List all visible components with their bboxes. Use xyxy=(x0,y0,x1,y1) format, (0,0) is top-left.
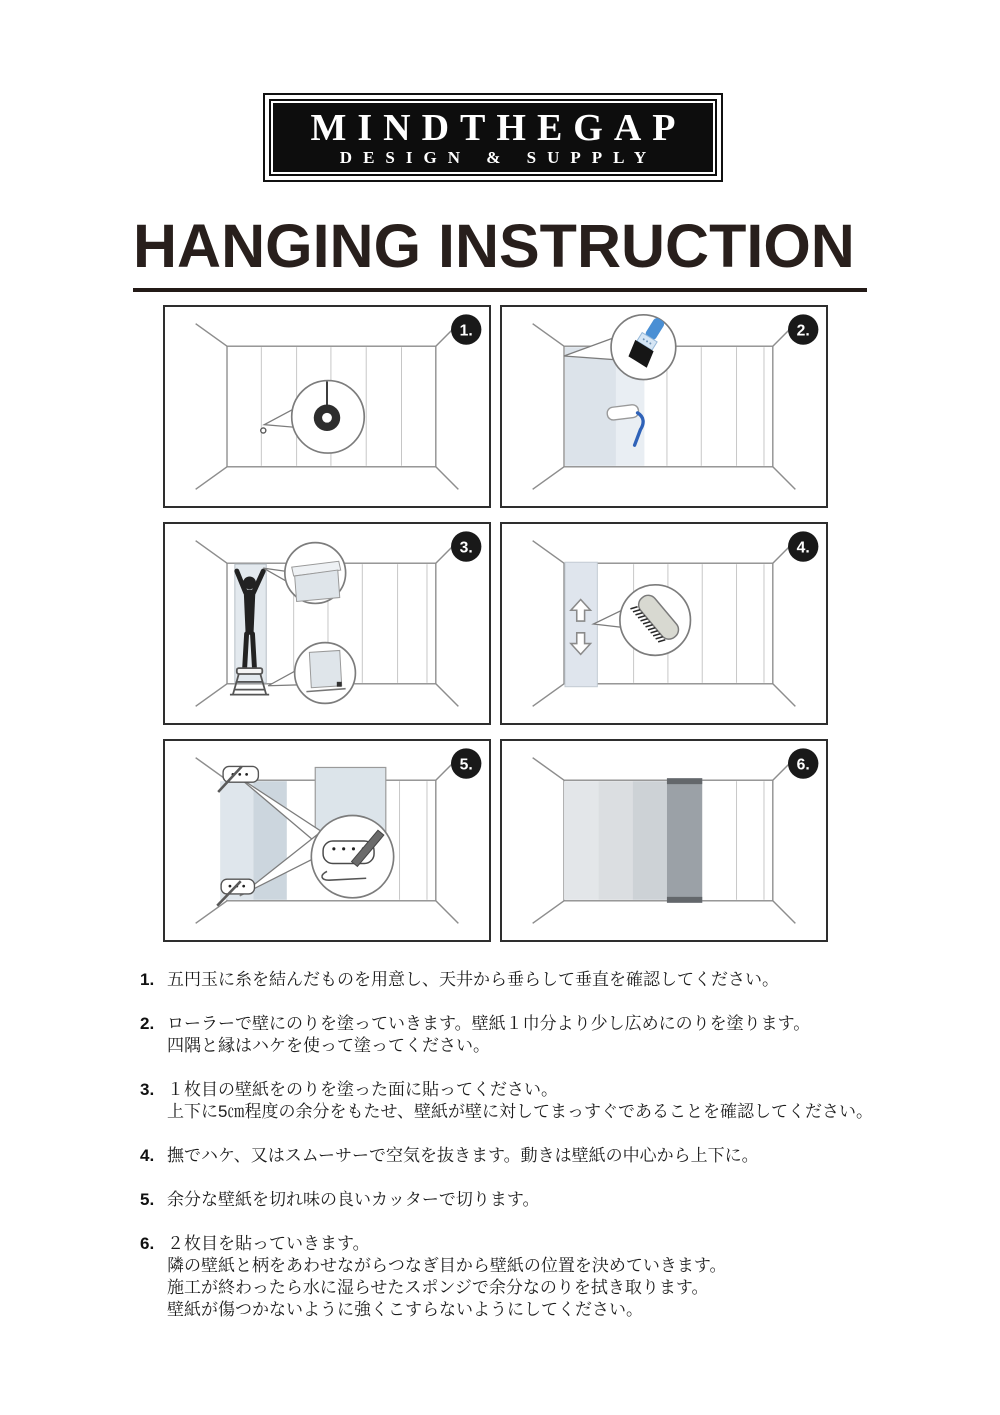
instruction-text: ローラーで壁にのりを塗っていきます。壁紙１巾分より少し広めにのりを塗ります。 四隅と縁はハケを使って塗ってください。 xyxy=(167,1014,811,1055)
instruction-text: 撫でハケ、又はスムーサーで空気を抜きます。動きは壁紙の中心から上下に。 xyxy=(167,1146,759,1165)
panel-step-3 xyxy=(163,522,491,725)
room-illustration-4 xyxy=(502,524,826,723)
room-illustration-5 xyxy=(165,741,489,940)
panel-step-6 xyxy=(500,739,828,942)
instruction-number: 2. xyxy=(140,1014,155,1033)
instruction-list xyxy=(140,969,885,1343)
title-underline xyxy=(133,288,867,292)
room-illustration-6 xyxy=(502,741,826,940)
instruction-text: ２枚目を貼っていきます。 隣の壁紙と柄をあわせながらつなぎ目から壁紙の位置を決めていきます。 施工が終わったら水に湿らせたスポンジで余分なのりを拭き取ります。 壁紙が傷つかないように強くこすらないようにしてください。 xyxy=(167,1234,727,1319)
instruction-item-6 xyxy=(140,1233,885,1321)
instruction-text: 五円玉に糸を結んだものを用意し、天井から垂らして垂直を確認してください。 xyxy=(167,970,779,989)
svg-text:4.: 4. xyxy=(796,539,810,557)
page-title: HANGING INSTRUCTION xyxy=(133,212,855,280)
brand-logo-frame xyxy=(269,99,717,176)
instruction-item-5 xyxy=(140,1189,885,1211)
svg-text:2.: 2. xyxy=(796,322,810,340)
brand-tagline: DESIGN & SUPPLY xyxy=(339,148,658,167)
panel-step-2 xyxy=(500,305,828,508)
svg-text:6.: 6. xyxy=(796,756,810,774)
room-illustration-1 xyxy=(165,307,489,506)
ceiling-overlap-detail xyxy=(292,561,341,601)
floor-overlap-detail xyxy=(306,650,345,691)
svg-text:5.: 5. xyxy=(459,756,473,774)
instruction-number: 5. xyxy=(140,1190,155,1209)
instruction-item-2 xyxy=(140,1013,885,1057)
instruction-number: 1. xyxy=(140,970,155,989)
instruction-text: １枚目の壁紙をのりを塗った面に貼ってください。 上下に5㎝程度の余分をもたせ、壁紙が壁に対してまっすぐであることを確認してください。 xyxy=(167,1080,873,1121)
plumb-point-dot xyxy=(261,428,266,433)
step-badge-3 xyxy=(451,531,481,561)
room-illustration-3 xyxy=(165,524,489,723)
step-badge-1 xyxy=(451,314,481,344)
instruction-panels xyxy=(163,305,828,942)
step-badge-6 xyxy=(788,748,818,778)
instruction-number: 3. xyxy=(140,1080,155,1099)
panel-step-4 xyxy=(500,522,828,725)
room-illustration-2 xyxy=(502,307,826,506)
brand-name: MINDTHEGAP xyxy=(310,107,687,149)
corner-trim-icon-bottom xyxy=(217,879,254,905)
svg-text:1.: 1. xyxy=(459,322,473,340)
instruction-item-3 xyxy=(140,1079,885,1123)
step-badge-5 xyxy=(451,748,481,778)
instruction-number: 6. xyxy=(140,1234,155,1253)
svg-text:3.: 3. xyxy=(459,539,473,557)
instruction-text: 余分な壁紙を切れ味の良いカッターで切ります。 xyxy=(167,1190,540,1209)
instruction-item-1 xyxy=(140,969,885,991)
paste-area xyxy=(565,347,616,466)
step-badge-4 xyxy=(788,531,818,561)
brand-logo xyxy=(263,93,723,182)
step-badge-2 xyxy=(788,314,818,344)
panel-step-1 xyxy=(163,305,491,508)
instruction-item-4 xyxy=(140,1145,885,1167)
wallpaper-strips-gradient xyxy=(564,778,702,902)
panel-step-5 xyxy=(163,739,491,942)
instruction-number: 4. xyxy=(140,1146,155,1165)
